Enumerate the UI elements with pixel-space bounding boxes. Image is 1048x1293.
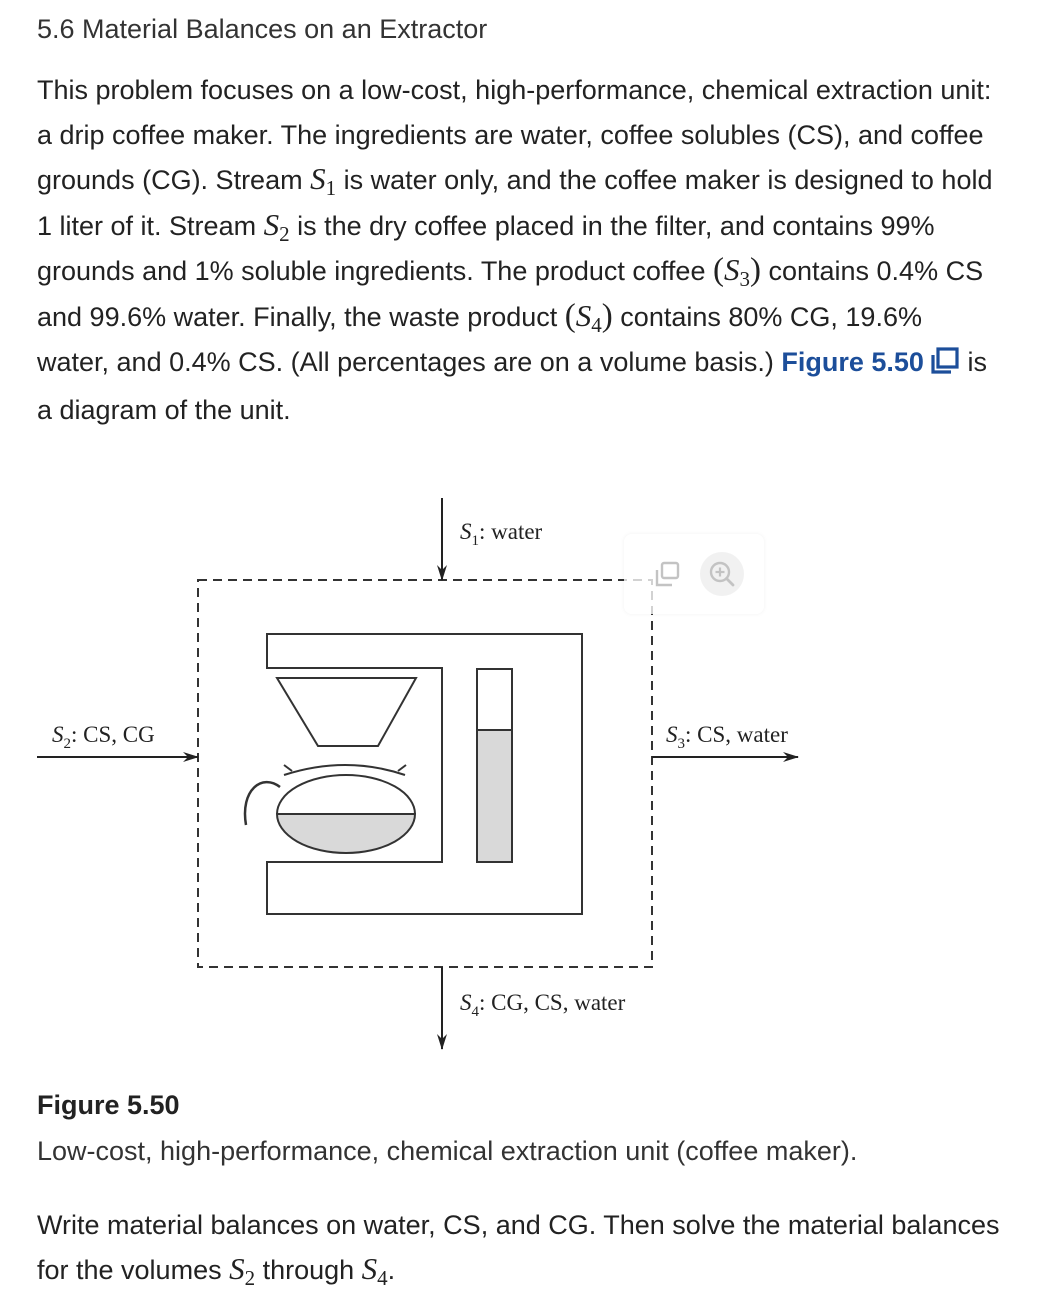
question-text-2: through bbox=[255, 1255, 362, 1285]
section-heading: 5.6 Material Balances on an Extractor bbox=[37, 14, 488, 44]
copy-icon bbox=[644, 552, 688, 596]
open-popup-icon bbox=[930, 344, 960, 389]
s2-label: $S_2$: CS, CG bbox=[52, 722, 155, 752]
coffee-maker-diagram bbox=[0, 480, 1048, 1060]
coffee-maker-body bbox=[267, 634, 582, 914]
s1-label: $S_1$: water bbox=[460, 519, 543, 549]
reservoir-water-level bbox=[477, 730, 512, 862]
zoom-in-icon bbox=[700, 552, 744, 596]
s4-label: $S_4$: CG, CS, water bbox=[460, 990, 626, 1020]
problem-text-4: contains 0.4% CS and 99.6% water. Finally, the waste product bbox=[37, 256, 984, 332]
copy-button[interactable] bbox=[644, 552, 688, 596]
stream-s4-symbol: $(S_4)$ bbox=[564, 297, 613, 337]
figure-caption: Low-cost, high-performance, chemical extraction unit (coffee maker). bbox=[37, 1136, 858, 1166]
stream-s1-symbol: $S_1$ bbox=[310, 161, 337, 201]
figure-link[interactable]: Figure 5.50 bbox=[781, 347, 960, 377]
s3-label: $S_3$: CS, water bbox=[666, 722, 788, 752]
zoom-button[interactable] bbox=[700, 552, 744, 596]
stream-s3-symbol: $(S_3)$ bbox=[712, 252, 761, 292]
stream-s2-symbol: $S_2$ bbox=[263, 206, 290, 246]
question-s4-symbol: $S_4$ bbox=[361, 1251, 388, 1290]
carafe bbox=[245, 765, 415, 853]
problem-statement bbox=[37, 68, 997, 433]
problem-text-1: This problem focuses on a low-cost, high-performance, chemical extraction unit: a drip coffee maker. The ingredients are water, coffee solubles (CS), and coffee grounds (CG). Stream bbox=[37, 75, 992, 196]
question-text-3: . bbox=[387, 1255, 396, 1285]
filter-basket bbox=[277, 678, 416, 746]
image-toolbar bbox=[624, 534, 764, 614]
figure-label: Figure 5.50 bbox=[37, 1090, 180, 1120]
question-text bbox=[37, 1203, 1017, 1292]
question-text-1: Write material balances on water, CS, and CG. Then solve the material balances for the volumes bbox=[37, 1210, 1000, 1285]
problem-text-2: is water only, and the coffee maker is designed to hold 1 liter of it. Stream bbox=[37, 165, 993, 241]
question-s2-symbol: $S_2$ bbox=[229, 1251, 256, 1290]
problem-text-3: is the dry coffee placed in the filter, and contains 99% grounds and 1% soluble ingredients. The product coffee bbox=[37, 210, 935, 287]
problem-text-6: is a diagram of the unit. bbox=[37, 346, 987, 426]
problem-text-5: contains 80% CG, 19.6% water, and 0.4% CS. (All percentages are on a volume basis.) bbox=[37, 301, 922, 377]
